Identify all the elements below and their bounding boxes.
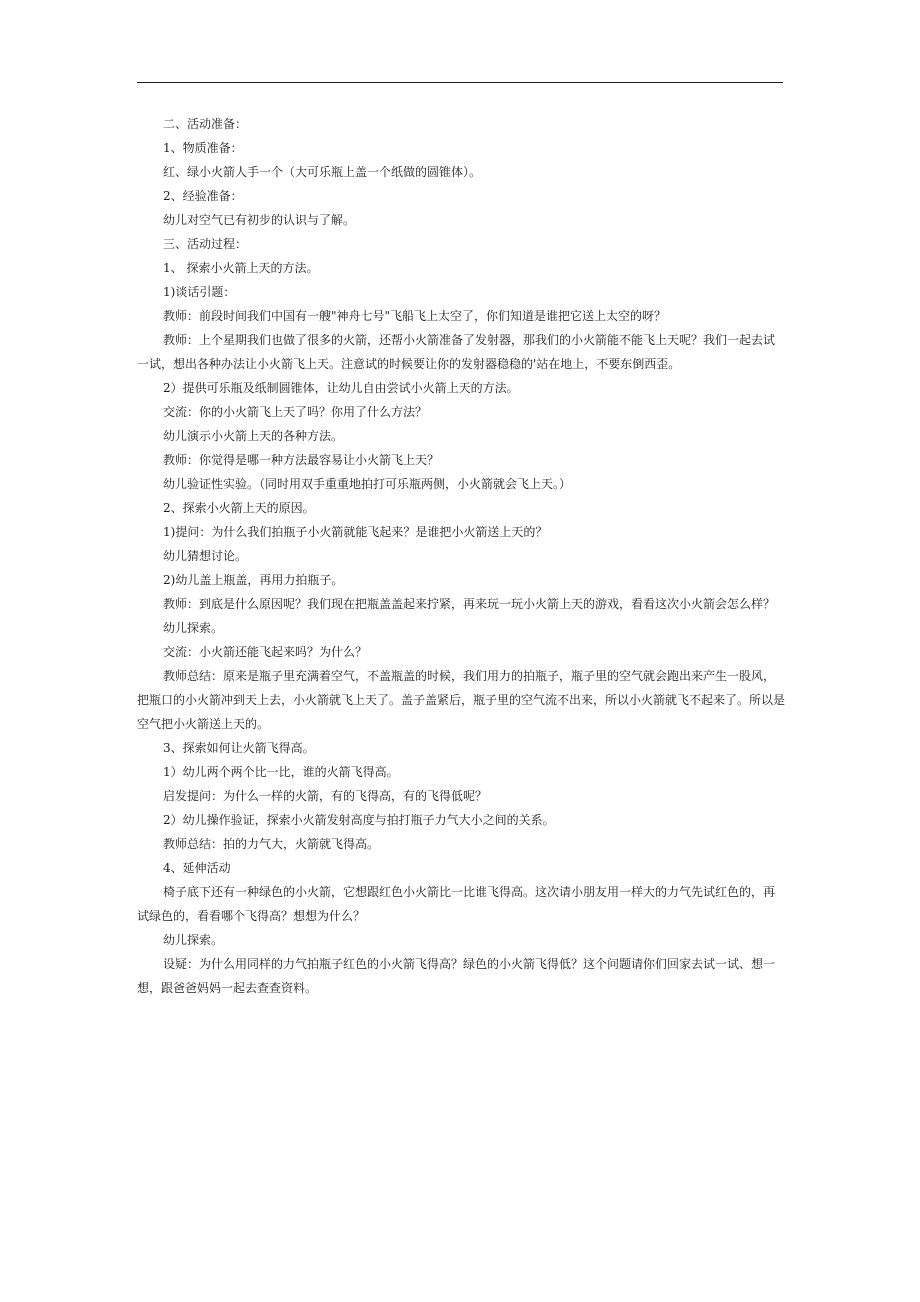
paragraph: 三、活动过程： xyxy=(163,237,248,251)
document-body xyxy=(137,112,785,1000)
paragraph: 3、探索如何让火箭飞得高。 xyxy=(163,741,315,755)
paragraph: 2、探索小火箭上天的原因。 xyxy=(163,501,315,515)
paragraph: 幼儿演示小火箭上天的各种方法。 xyxy=(163,429,344,443)
paragraph: 幼儿探索。 xyxy=(163,933,224,947)
paragraph: 教师：上个星期我们也做了很多的火箭，还帮小火箭准备了发射器，那我们的小火箭能不能飞上天呢？我们一起去试一试，想出各种办法让小火箭飞上天。注意试的时候要让你的发射器稳稳的'站在地上，不要东倒西歪。 xyxy=(137,333,776,371)
paragraph: 幼儿验证性实验。（同时用双手重重地拍打可乐瓶两侧，小火箭就会飞上天。） xyxy=(163,477,572,491)
paragraph: 2)幼儿盖上瓶盖，再用力拍瓶子。 xyxy=(163,573,344,587)
paragraph: 2、经验准备： xyxy=(163,189,243,203)
paragraph: 2）提供可乐瓶及纸制圆锥体，让幼儿自由尝试小火箭上天的方法。 xyxy=(163,381,519,395)
paragraph: 教师：到底是什么原因呢？我们现在把瓶盖盖起来拧紧，再来玩一玩小火箭上天的游戏，看看这次小火箭会怎么样？ xyxy=(163,597,776,611)
paragraph: 幼儿对空气已有初步的认识与了解。 xyxy=(163,213,356,227)
header-rule xyxy=(137,82,783,83)
paragraph: 幼儿探索。 xyxy=(163,621,224,635)
paragraph: 教师：前段时间我们中国有一艘"神舟七号"飞船飞上太空了，你们知道是谁把它送上太空的呀？ xyxy=(163,309,667,323)
paragraph: 1、 探索小火箭上天的方法。 xyxy=(163,261,319,275)
paragraph: 1）幼儿两个两个比一比，谁的火箭飞得高。 xyxy=(163,765,399,779)
paragraph: 设疑：为什么用同样的力气拍瓶子红色的小火箭飞得高？绿色的小火箭飞得低？这个问题请你们回家去试一试、想一想，跟爸爸妈妈一起去查查资料。 xyxy=(137,957,776,995)
paragraph: 教师总结：原来是瓶子里充满着空气，不盖瓶盖的时候，我们用力的拍瓶子，瓶子里的空气就会跑出来产生一股风，把瓶口的小火箭冲到天上去，小火箭就飞上天了。盖子盖紧后，瓶子里的空气流不出来，所以小火箭就飞不起来了。所以是空气把小火箭送上天的。 xyxy=(137,669,786,731)
paragraph: 启发提问：为什么一样的火箭，有的飞得高，有的飞得低呢？ xyxy=(163,789,488,803)
paragraph: 1)提问：为什么我们拍瓶子小火箭就能飞起来？是谁把小火箭送上天的？ xyxy=(163,525,548,539)
paragraph: 1、物质准备： xyxy=(163,141,243,155)
paragraph: 交流：小火箭还能飞起来吗？为什么？ xyxy=(163,645,368,659)
paragraph: 教师总结：拍的力气大，火箭就飞得高。 xyxy=(163,837,380,851)
paragraph: 1)谈话引题： xyxy=(163,285,236,299)
paragraph: 4、延伸活动 xyxy=(163,861,231,875)
paragraph: 红、绿小火箭人手一个（大可乐瓶上盖一个纸做的圆锥体）。 xyxy=(163,165,482,179)
paragraph: 二、活动准备： xyxy=(163,117,248,131)
paragraph: 2）幼儿操作验证，探索小火箭发射高度与拍打瓶子力气大小之间的关系。 xyxy=(163,813,555,827)
paragraph: 教师：你觉得是哪一种方法最容易让小火箭飞上天？ xyxy=(163,453,440,467)
paragraph: 幼儿猜想讨论。 xyxy=(163,549,248,563)
paragraph: 交流：你的小火箭飞上天了吗？你用了什么方法？ xyxy=(163,405,428,419)
paragraph: 椅子底下还有一种绿色的小火箭，它想跟红色小火箭比一比谁飞得高。这次请小朋友用一样大的力气先试红色的，再试绿色的，看看哪个飞得高？想想为什么？ xyxy=(137,885,776,923)
